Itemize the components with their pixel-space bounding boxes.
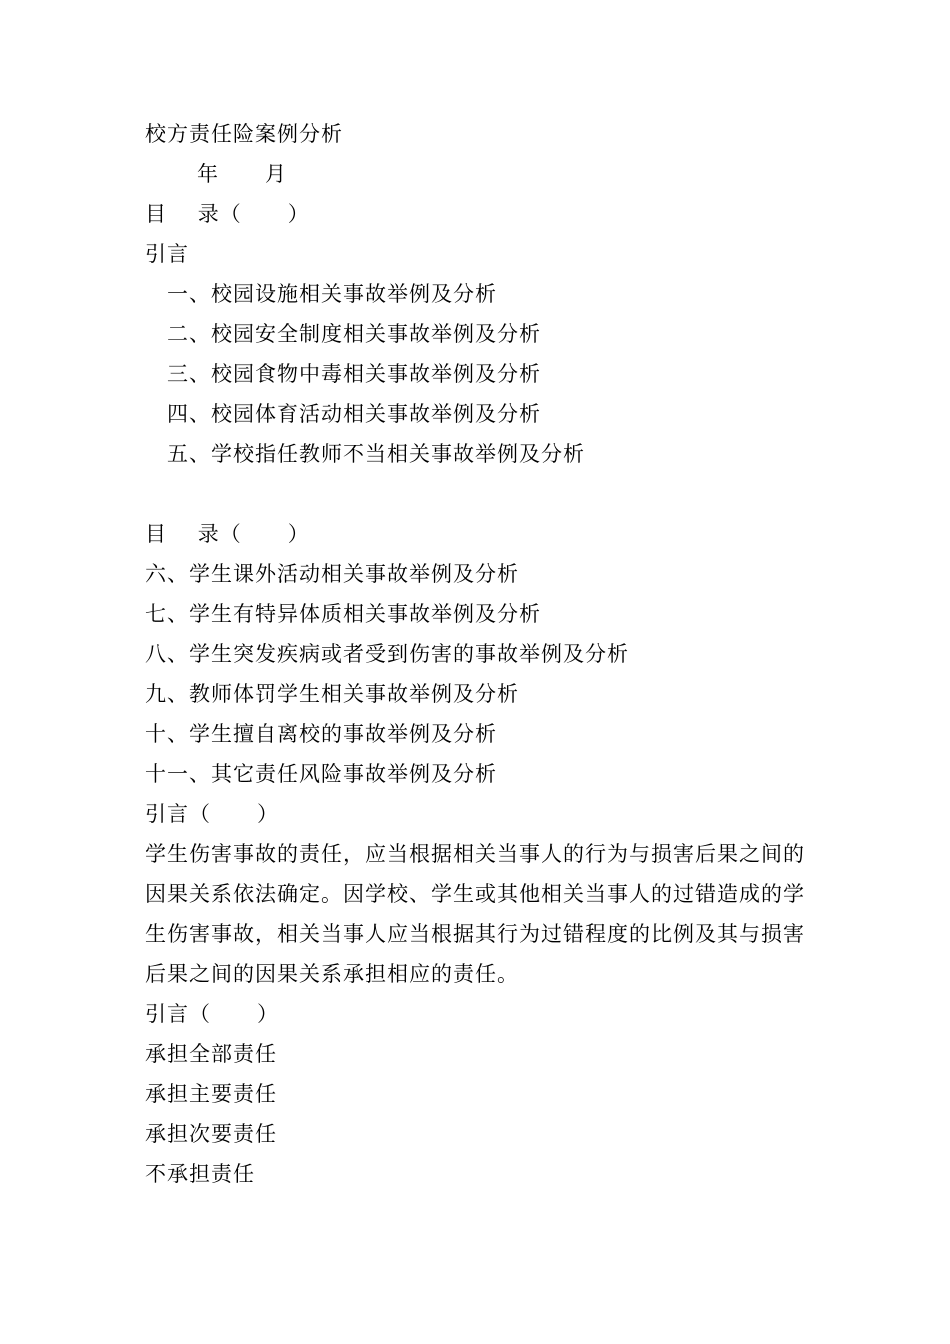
toc-item: 十、学生擅自离校的事故举例及分析: [145, 722, 497, 746]
toc-heading-1: 目 录（ ）: [145, 202, 310, 226]
toc-intro-entry: 引言: [145, 242, 189, 266]
toc-item: 六、学生课外活动相关事故举例及分析: [145, 562, 519, 586]
toc-item: 十一、其它责任风险事故举例及分析: [145, 762, 497, 786]
date-line: 年 月: [197, 162, 288, 186]
document-title: 校方责任险案例分析: [145, 122, 343, 146]
section-gap: [145, 474, 825, 514]
toc-item: 八、学生突发疾病或者受到伤害的事故举例及分析: [145, 642, 629, 666]
document-content: [145, 114, 825, 1194]
toc-item: 二、校园安全制度相关事故举例及分析: [167, 322, 541, 346]
toc-item: 一、校园设施相关事故举例及分析: [167, 282, 497, 306]
intro-heading-2: 引言（ ）: [145, 1002, 280, 1026]
toc-item: 七、学生有特异体质相关事故举例及分析: [145, 602, 541, 626]
toc-item: 三、校园食物中毒相关事故举例及分析: [167, 362, 541, 386]
toc-heading-2: 目 录（ ）: [145, 522, 310, 546]
toc-item: 九、教师体罚学生相关事故举例及分析: [145, 682, 519, 706]
toc-item: 五、学校指任教师不当相关事故举例及分析: [167, 442, 585, 466]
intro-heading-1: 引言（ ）: [145, 802, 280, 826]
toc-item: 四、校园体育活动相关事故举例及分析: [167, 402, 541, 426]
responsibility-item: 承担全部责任: [145, 1042, 277, 1066]
responsibility-item: 承担次要责任: [145, 1122, 277, 1146]
responsibility-item: 不承担责任: [145, 1162, 255, 1186]
intro-paragraph: 学生伤害事故的责任，应当根据相关当事人的行为与损害后果之间的因果关系依法确定。因学校、学生或其他相关当事人的过错造成的学生伤害事故，相关当事人应当根据其行为过错程度的比例及其与损害后果之间的因果关系承担相应的责任。: [145, 842, 805, 986]
responsibility-item: 承担主要责任: [145, 1082, 277, 1106]
